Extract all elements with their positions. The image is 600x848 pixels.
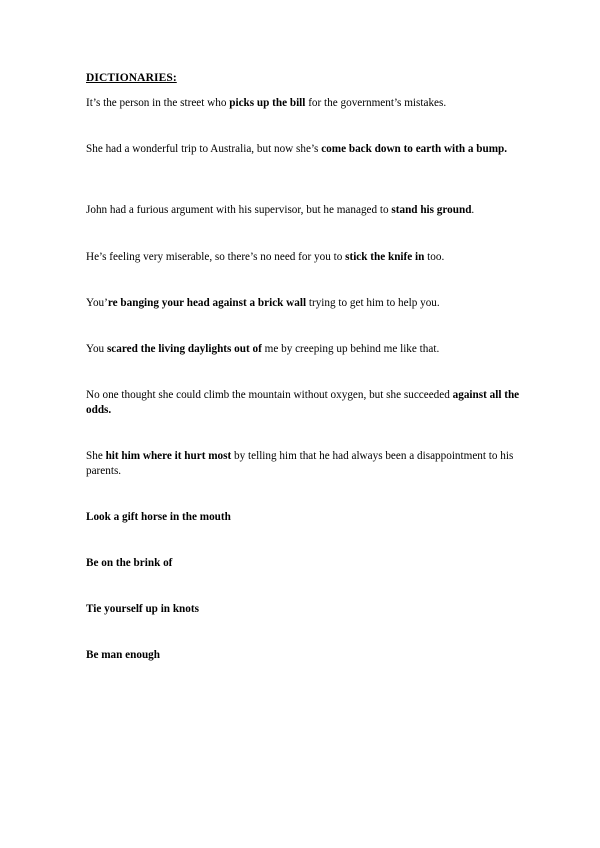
idiom-highlight: scared the living daylights out of: [106, 343, 262, 355]
sentence-text: It’s the person in the street who: [86, 97, 230, 109]
sentence-6: [86, 342, 526, 357]
sentence-text: John had a furious argument with his supervisor, but he managed to: [86, 204, 392, 216]
idiom-item: Tie yourself up in knots: [86, 603, 199, 615]
sentence-text: She had a wonderful trip to Australia, but now she’s: [86, 143, 322, 155]
sentence-text: me by creeping up behind me like that.: [261, 343, 440, 355]
sentence-3: [86, 203, 526, 218]
idiom-highlight: hit him where it hurt most: [105, 450, 232, 462]
idiom-highlight: re banging your head against a brick wall: [107, 297, 307, 309]
sentence-text: .: [471, 204, 475, 216]
sentence-text: by telling him that he had always been a disappointment to his parents.: [86, 450, 514, 477]
sentence-text: too.: [424, 251, 445, 263]
sentence-text: for the government’s mistakes.: [305, 97, 447, 109]
idiom-highlight: come back down to earth with a bump.: [321, 143, 508, 155]
sentence-8: [86, 449, 526, 479]
sentence-text: You’: [86, 297, 108, 309]
idiom-highlight: stick the knife in: [345, 251, 425, 263]
document-heading: DICTIONARIES:: [86, 72, 177, 84]
sentence-text: She: [86, 450, 106, 462]
idiom-highlight: against all the odds.: [86, 389, 520, 416]
sentence-7: [86, 388, 526, 418]
idiom-item: Be on the brink of: [86, 557, 173, 569]
sentence-text: No one thought she could climb the mountain without oxygen, but she succeeded: [86, 389, 453, 401]
sentence-text: trying to get him to help you.: [306, 297, 440, 309]
sentence-4: [86, 250, 526, 265]
sentence-text: You: [86, 343, 107, 355]
idiom-item: Look a gift horse in the mouth: [86, 511, 231, 523]
sentence-1: [86, 96, 526, 111]
idiom-highlight: picks up the bill: [229, 97, 306, 109]
sentence-2: [86, 142, 526, 157]
idiom-highlight: stand his ground: [391, 204, 472, 216]
sentence-text: He’s feeling very miserable, so there’s no need for you to: [86, 251, 346, 263]
sentence-5: [86, 296, 526, 311]
idiom-item: Be man enough: [86, 649, 160, 661]
